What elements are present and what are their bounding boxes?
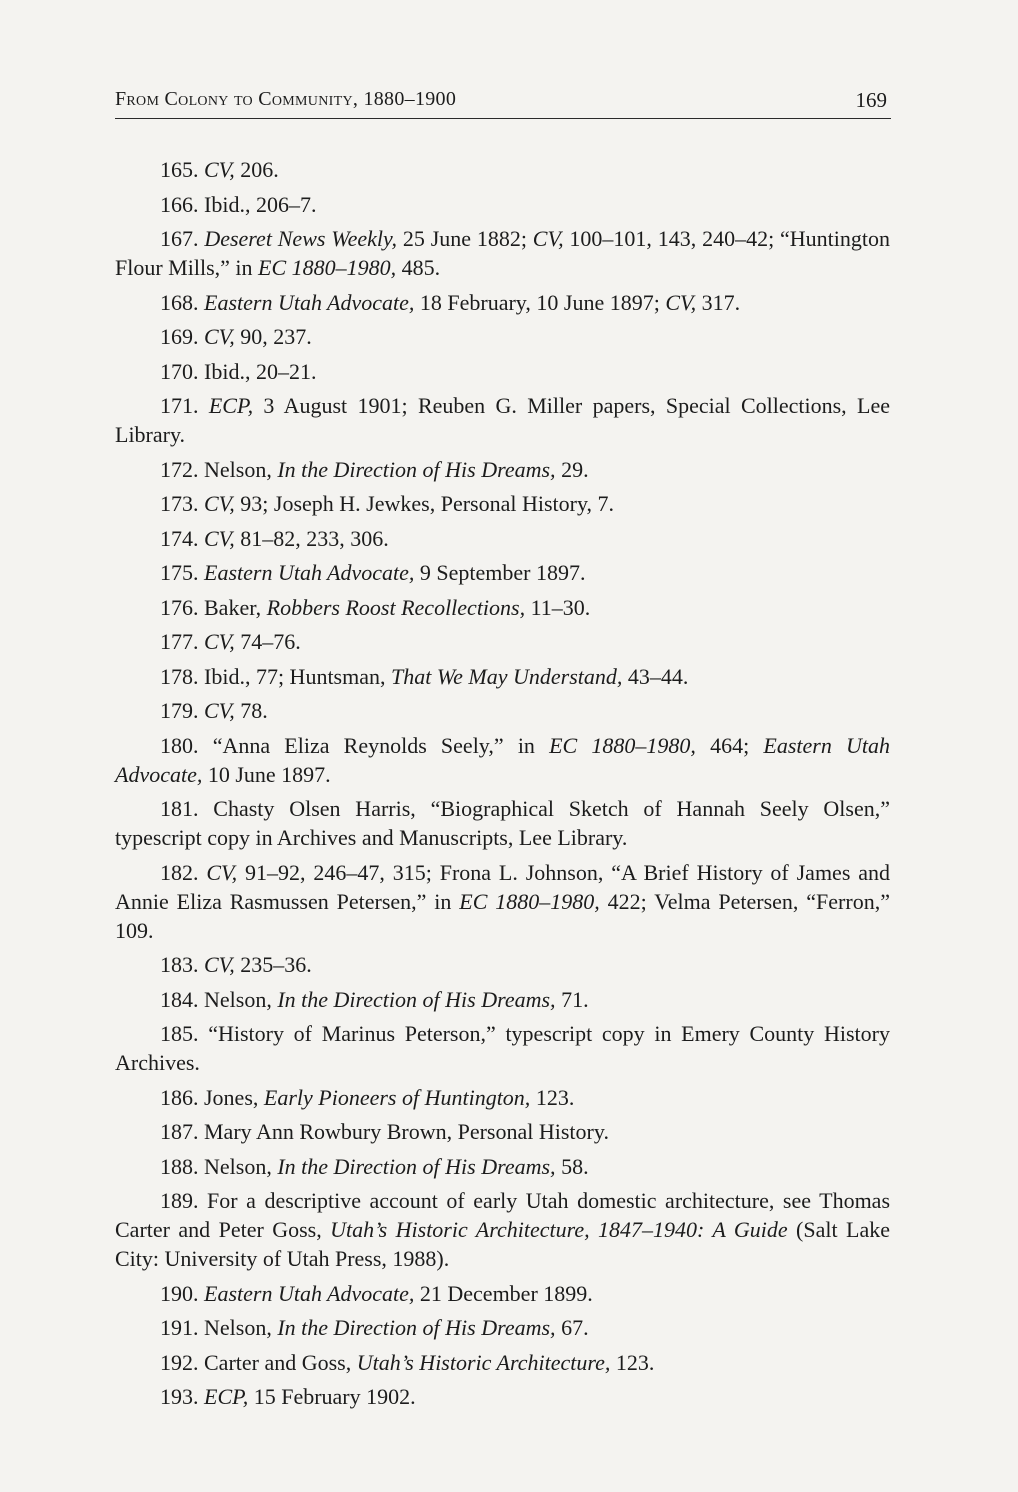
endnote: [115, 1152, 890, 1181]
endnote-number: 177.: [160, 629, 199, 654]
endnote: [115, 322, 890, 351]
endnote-text: Nelson,: [204, 986, 278, 1012]
running-head-title: From Colony to Community, 1880–1900: [115, 88, 457, 110]
endnote-text: 485.: [396, 255, 441, 280]
endnote: [115, 858, 890, 945]
endnote: [115, 190, 890, 219]
endnote-text: 206.: [234, 157, 279, 182]
endnote-text: 90, 237.: [234, 324, 312, 349]
endnote-italic-text: Utah’s Historic Architecture, 1847–1940: A Guide: [330, 1217, 788, 1242]
endnote-number: 192.: [160, 1349, 199, 1375]
endnote-italic-text: CV,: [204, 157, 235, 182]
endnote: [115, 662, 890, 691]
endnote-number: 175.: [160, 560, 199, 585]
endnote-text: 123.: [610, 1349, 655, 1375]
endnote-italic-text: EC 1880–1980,: [549, 732, 696, 758]
endnote: [115, 1083, 890, 1112]
endnote-italic-text: Early Pioneers of Huntington,: [263, 1084, 531, 1110]
endnote-italic-text: CV,: [204, 629, 235, 654]
endnote-text: 235–36.: [234, 952, 312, 977]
endnote-text: 43–44.: [622, 663, 689, 689]
endnote: [115, 593, 890, 622]
endnote-number: 193.: [160, 1384, 199, 1409]
endnote-text: 464;: [695, 732, 764, 758]
endnote-number: 167.: [160, 226, 199, 251]
endnote-number: 183.: [160, 952, 199, 977]
endnote-italic-text: Utah’s Historic Architecture,: [356, 1349, 611, 1375]
endnote-number: 184.: [160, 986, 199, 1012]
endnote-text: 78.: [234, 698, 268, 723]
endnote-italic-text: In the Direction of His Dreams,: [277, 456, 556, 482]
endnote-number: 181.: [160, 796, 199, 821]
endnote: [115, 1019, 890, 1077]
endnote-italic-text: ECP,: [208, 393, 254, 418]
endnote-text: 422; Velma Petersen, “Ferron,” 109.: [115, 888, 890, 943]
endnote: [115, 1313, 890, 1342]
endnote-text: 71.: [555, 986, 589, 1012]
endnote-italic-text: In the Direction of His Dreams,: [277, 1153, 556, 1179]
endnote-text: 11–30.: [525, 594, 591, 620]
endnote-number: 178.: [160, 663, 199, 689]
endnote: [115, 794, 890, 852]
endnote-italic-text: CV,: [204, 324, 235, 349]
endnote-text: 74–76.: [234, 629, 301, 654]
endnote-text: 91–92, 246–47, 315; Frona L. Johnson, “A Brief History of James and Annie Eliza Rasmussen Petersen,” in: [115, 859, 891, 914]
endnote-text: 3 August 1901; Reuben G. Miller papers, Special Collections, Lee Library.: [115, 393, 890, 447]
endnote-number: 174.: [160, 525, 199, 551]
endnote-text: 123.: [530, 1084, 575, 1110]
endnote-text: Jones,: [204, 1084, 264, 1110]
endnote-text: Ibid., 20–21.: [204, 358, 317, 384]
endnote-text: Baker,: [204, 594, 267, 620]
endnote: [115, 288, 890, 317]
endnote: [115, 1117, 890, 1146]
running-head: [115, 88, 891, 119]
endnote-number: 187.: [160, 1119, 199, 1144]
endnote-text: “Anna Eliza Reynolds Seely,” in: [212, 732, 550, 758]
endnote-text: 317.: [696, 289, 741, 315]
endnote-italic-text: That We May Understand,: [391, 663, 623, 689]
endnote-text: (Salt Lake City: University of Utah Press, 1988).: [115, 1217, 890, 1271]
endnote-italic-text: CV,: [665, 289, 697, 315]
endnote-text: 67.: [555, 1315, 589, 1340]
endnote-number: 169.: [160, 324, 199, 349]
endnote-number: 180.: [160, 732, 199, 758]
endnote-italic-text: EC 1880–1980,: [258, 255, 397, 280]
endnote-number: 179.: [160, 698, 199, 723]
endnote-italic-text: CV,: [206, 859, 238, 885]
endnote-italic-text: Eastern Utah Advocate,: [204, 1280, 415, 1306]
endnote-italic-text: In the Direction of His Dreams,: [277, 1315, 556, 1340]
endnote-text: 58.: [555, 1153, 589, 1179]
endnote-number: 189.: [160, 1188, 199, 1213]
endnote-number: 185.: [160, 1021, 199, 1046]
endnote-text: Nelson,: [204, 1315, 278, 1340]
endnote-text: Chasty Olsen Harris, “Biographical Sketch of Hannah Seely Olsen,” typescript copy in Archives and Manuscripts, Lee Library.: [115, 796, 891, 850]
endnote: [115, 1348, 890, 1377]
endnote-italic-text: Eastern Utah Advocate,: [204, 560, 415, 585]
endnote-text: “History of Marinus Peterson,” typescript copy in Emery County History Archives.: [115, 1021, 890, 1075]
endnote: [115, 224, 890, 282]
endnote-text: 29.: [555, 456, 589, 482]
endnote-number: 172.: [160, 456, 199, 482]
endnote-text: 93; Joseph H. Jewkes, Personal History, 7.: [234, 491, 615, 516]
endnote: [115, 357, 890, 386]
endnote-italic-text: Eastern Utah Advocate,: [204, 289, 415, 315]
endnote-text: 15 February 1902.: [248, 1384, 416, 1409]
endnote-italic-text: Eastern Utah Advocate,: [115, 732, 890, 787]
endnote: [115, 455, 890, 484]
endnote-italic-text: ECP,: [204, 1384, 249, 1409]
endnote-italic-text: EC 1880–1980,: [459, 888, 600, 914]
endnote-italic-text: CV,: [204, 698, 235, 723]
endnote: [115, 1279, 890, 1308]
endnote-number: 170.: [160, 358, 199, 384]
endnote-italic-text: CV,: [204, 525, 235, 551]
endnote-italic-text: Deseret News Weekly,: [204, 226, 398, 251]
endnote-text: 81–82, 233, 306.: [234, 525, 389, 551]
endnote-number: 166.: [160, 191, 199, 217]
endnote-number: 186.: [160, 1084, 199, 1110]
endnote-text: Nelson,: [204, 456, 278, 482]
endnote: [115, 489, 890, 518]
endnote-text: Nelson,: [204, 1153, 278, 1179]
endnote-italic-text: In the Direction of His Dreams,: [277, 986, 556, 1012]
endnote-text: Carter and Goss,: [204, 1349, 357, 1375]
endnote-text: 100–101, 143, 240–42; “Huntington Flour Mills,” in: [115, 226, 890, 280]
page-number: 169: [855, 88, 887, 112]
endnote: [115, 558, 890, 587]
endnote-italic-text: CV,: [204, 952, 235, 977]
endnote-number: 173.: [160, 491, 199, 516]
endnote-text: Ibid., 77; Huntsman,: [204, 663, 391, 689]
endnote-number: 176.: [160, 594, 199, 620]
endnote: [115, 985, 890, 1014]
endnote-number: 190.: [160, 1280, 199, 1306]
endnote-number: 182.: [160, 859, 199, 885]
endnotes-list: [115, 155, 890, 1417]
endnote-text: 25 June 1882;: [397, 226, 533, 251]
endnote-text: 18 February, 10 June 1897;: [414, 289, 666, 315]
endnote: [115, 627, 890, 656]
endnote: [115, 731, 890, 789]
endnote-number: 171.: [160, 393, 199, 418]
endnote: [115, 524, 890, 553]
endnote: [115, 696, 890, 725]
endnote-italic-text: Robbers Roost Recollections,: [266, 594, 526, 620]
endnote-text: Ibid., 206–7.: [204, 191, 317, 217]
endnote: [115, 391, 890, 449]
endnote: [115, 1382, 890, 1411]
endnote: [115, 950, 890, 979]
endnote-number: 191.: [160, 1315, 199, 1340]
endnote-italic-text: CV,: [532, 226, 564, 251]
endnote-text: For a descriptive account of early Utah domestic architecture, see Thomas Carter and Peter Goss,: [115, 1188, 891, 1242]
endnote: [115, 1186, 890, 1273]
endnote: [115, 155, 890, 184]
endnote-text: 9 September 1897.: [414, 560, 586, 585]
endnote-text: Mary Ann Rowbury Brown, Personal History.: [204, 1119, 609, 1144]
endnote-number: 188.: [160, 1153, 199, 1179]
endnote-number: 168.: [160, 289, 199, 315]
endnote-text: 10 June 1897.: [202, 761, 331, 787]
endnote-text: 21 December 1899.: [414, 1280, 593, 1306]
endnote-number: 165.: [160, 157, 199, 182]
endnote-italic-text: CV,: [204, 491, 235, 516]
